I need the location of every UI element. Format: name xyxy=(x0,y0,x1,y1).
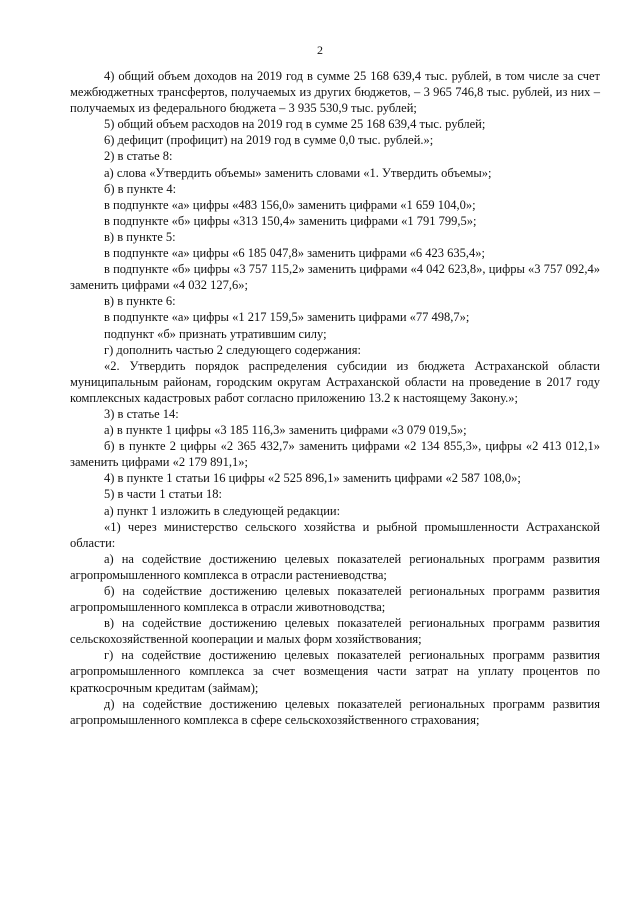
paragraph: 5) общий объем расходов на 2019 год в сумме 25 168 639,4 тыс. рублей; xyxy=(104,117,486,132)
paragraph: в подпункте «а» цифры «6 185 047,8» заменить цифрами «6 423 635,4»; xyxy=(104,246,486,261)
paragraph: в подпункте «б» цифры «3 757 115,2» заменить цифрами «4 042 623,8», цифры «3 757 092,4» заменить цифрами «4 032 127,6»; xyxy=(70,262,600,293)
paragraph: в) в пункте 6: xyxy=(104,294,176,309)
paragraph: в подпункте «а» цифры «483 156,0» заменить цифрами «1 659 104,0»; xyxy=(104,197,476,212)
paragraph: б) в пункте 4: xyxy=(104,181,177,196)
paragraph: 4) общий объем доходов на 2019 год в сумме 25 168 639,4 тыс. рублей, в том числе за счет межбюджетных трансфертов, получаемых из других бюджетов, – 3 965 746,8 тыс. рублей, из них – получаемых из федерального бюджета – 3 935 530,9 тыс. рублей; xyxy=(70,69,600,116)
paragraph: 4) в пункте 1 статьи 16 цифры «2 525 896,1» заменить цифрами «2 587 108,0»; xyxy=(104,471,521,486)
paragraph: 3) в статье 14: xyxy=(104,406,179,421)
paragraph: б) на содействие достижению целевых показателей региональных программ развития агропромышленного комплекса в отрасли животноводства; xyxy=(70,584,600,615)
paragraph: а) пункт 1 изложить в следующей редакции: xyxy=(104,503,341,518)
paragraph: б) в пункте 2 цифры «2 365 432,7» заменить цифрами «2 134 855,3», цифры «2 413 012,1» заменить цифрами «2 179 891,1»; xyxy=(70,439,600,470)
page-number: 2 xyxy=(317,43,323,57)
paragraph: в подпункте «а» цифры «1 217 159,5» заменить цифрами «77 498,7»; xyxy=(104,310,470,325)
paragraph: д) на содействие достижению целевых показателей региональных программ развития агропромышленного комплекса в сфере сельскохозяйственного страхования; xyxy=(70,696,600,727)
paragraph: а) на содействие достижению целевых показателей региональных программ развития агропромышленного комплекса в отрасли растениеводства; xyxy=(70,551,600,582)
paragraph: в) в пункте 5: xyxy=(104,229,176,244)
paragraph: г) дополнить частью 2 следующего содержания: xyxy=(104,342,361,357)
paragraph: «2. Утвердить порядок распределения субсидии из бюджета Астраханской области муниципальным районам, городским округам Астраханской области на проведение в 2017 году комплексных кадастровых работ согласно приложению 13.2 к настоящему Закону.»; xyxy=(70,358,600,405)
paragraph: в подпункте «б» цифры «313 150,4» заменить цифрами «1 791 799,5»; xyxy=(104,213,477,228)
paragraph: подпункт «б» признать утратившим силу; xyxy=(104,326,327,341)
paragraph: 2) в статье 8: xyxy=(104,149,173,164)
paragraph: г) на содействие достижению целевых показателей региональных программ развития агропромышленного комплекса за счет возмещения части затрат на уплату процентов по краткосрочным кредитам (займам); xyxy=(70,648,600,695)
paragraph: а) в пункте 1 цифры «3 185 116,3» заменить цифрами «3 079 019,5»; xyxy=(104,423,467,438)
paragraph: 5) в части 1 статьи 18: xyxy=(104,487,222,502)
document-body xyxy=(70,68,600,728)
paragraph: 6) дефицит (профицит) на 2019 год в сумме 0,0 тыс. рублей.»; xyxy=(104,133,434,148)
paragraph: а) слова «Утвердить объемы» заменить словами «1. Утвердить объемы»; xyxy=(104,165,492,180)
paragraph: «1) через министерство сельского хозяйства и рыбной промышленности Астраханской области: xyxy=(70,519,600,550)
paragraph: в) на содействие достижению целевых показателей региональных программ развития сельскохозяйственной кооперации и малых форм хозяйствования; xyxy=(70,616,600,647)
